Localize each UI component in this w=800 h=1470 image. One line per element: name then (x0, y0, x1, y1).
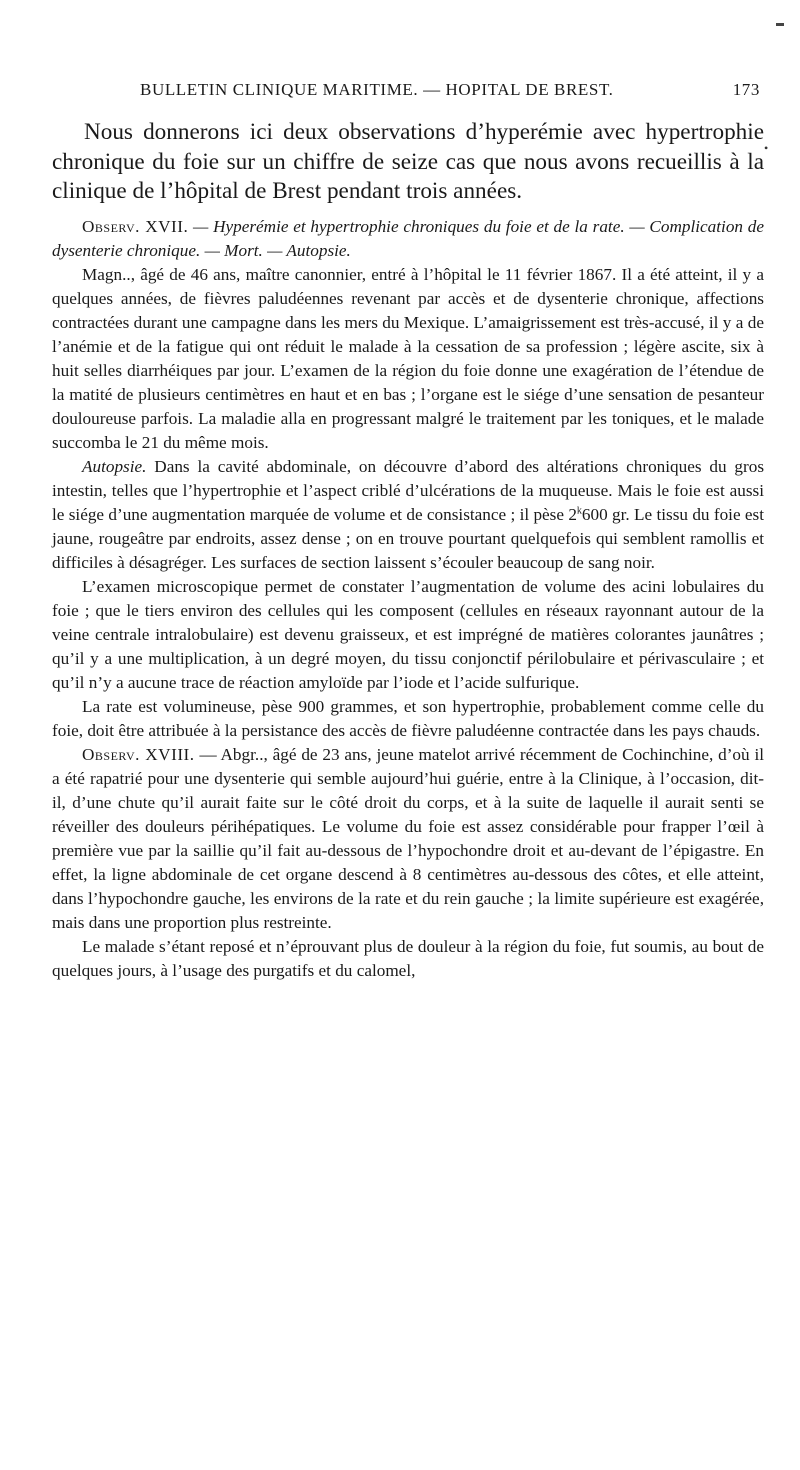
observation-18-label: Observ. XVIII. (82, 744, 195, 764)
autopsy-text-before: Dans la cavité abdominale, on découvre d’abord des altérations chroniques du gros intestin, telles que l’hypertrophie et l’aspect criblé d’ulcérations de la muqueuse. Mais le foie est aussi le siége d’une augmentation marquée de volume et de consistance ; il pèse 2 (52, 456, 765, 524)
autopsy-paragraph (52, 455, 764, 575)
spleen-paragraph: La rate est volumineuse, pèse 900 grammes, et son hypertrophie, probablement comme celle du foie, doit être attribuée à la persistance des accès de fièvre paludéenne contractée dans les pays chauds. (52, 696, 764, 740)
autopsy-label: Autopsie. (82, 456, 147, 476)
final-paragraph: Le malade s’étant reposé et n’éprouvant plus de douleur à la région du foie, fut soumis, au bout de quelques jours, à l’usage des purgatifs et du calomel, (52, 936, 764, 980)
observation-17-label: Observ. XVII. (82, 216, 189, 236)
observation-17-case: Magn.., âgé de 46 ans, maître canonnier, entré à l’hôpital le 11 février 1867. Il a été atteint, il y a quelques années, de fièvres paludéennes revenant par accès et de dysenterie chronique, affections contractées durant une campagne dans les mers du Mexique. L’amaigrissement est très-accusé, il y a de l’anémie et de la fatigue qui ont réduit le malade à la cessation de sa profession ; légère ascite, six à huit selles diarrhéiques par jour. L’examen de la région du foie donne une exagération de l’étendue de la matité de plusieurs centimètres en haut et en bas ; l’organe est le siége d’une sensation de pesanteur douloureuse parfois. La maladie alla en progressant malgré le traitement par les toniques, et le malade succomba le 21 du même mois. (52, 264, 764, 452)
page-number: 173 (732, 80, 760, 99)
text-block (52, 118, 764, 983)
observation-18-paragraph (52, 743, 764, 935)
running-header (140, 80, 760, 100)
observation-17-title: — Hyperémie et hypertrophie chroniques du foie et de la rate. — Complication de dysenterie chronique. — Mort. — Autopsie. (52, 216, 764, 260)
running-title: BULLETIN CLINIQUE MARITIME. — HOPITAL DE BREST. (140, 80, 614, 99)
margin-mark (776, 23, 784, 26)
autopsy-text-after: 600 gr. Le tissu du foie est jaune, rougeâtre par endroits, assez dense ; on en trouve pourtant quelquefois qui semblent ramollis et difficiles à désagréger. Les surfaces de section laissent s’écouler beaucoup de sang noir. (52, 504, 764, 572)
intro-paragraph: Nous donnerons ici deux observations d’hyperémie avec hypertrophie chronique du foie sur un chiffre de seize cas que nous avons recueillis à la clinique de l’hôpital de Brest pendant trois années. (52, 119, 764, 204)
observation-18-text: — Abgr.., âgé de 23 ans, jeune matelot arrivé récemment de Cochinchine, d’où il a été rapatrié pour une dysenterie qui semble aujourd’hui guérie, entre à la Clinique, à l’occasion, dit-il, d’une chute qu’il aurait faite sur le côté droit du corps, et à la suite de laquelle il aurait senti se réveiller des douleurs périhépatiques. Le volume du foie est assez considérable pour frapper l’œil à première vue par la saillie qu’il fait au-dessous de l’hypochondre droit et au-devant de l’épigastre. En effet, la ligne abdominale de cet organe descend à 8 centimètres au-dessous des côtes, et elle atteint, dans l’hypochondre gauche, les environs de la rate et du rein gauche ; la limite supérieure est exagérée, mais dans une proportion plus restreinte. (52, 744, 765, 932)
margin-dot: • (764, 141, 769, 155)
microscopy-paragraph: L’examen microscopique permet de constater l’augmentation de volume des acini lobulaires du foie ; que le tiers environ des cellules qui les composent (cellules en réseaux rayonnant autour de la veine centrale intralobulaire) est devenu graisseux, et est imprégné de matières colorantes jaunâtres ; qu’il y a une multiplication, à un degré moyen, du tissu conjonctif périlobulaire et périvasculaire ; et qu’il n’y a aucune trace de réaction amyloïde par l’iode et l’acide sulfurique. (52, 576, 764, 692)
observation-17-heading (52, 215, 764, 263)
autopsy-unit: k (576, 504, 582, 516)
